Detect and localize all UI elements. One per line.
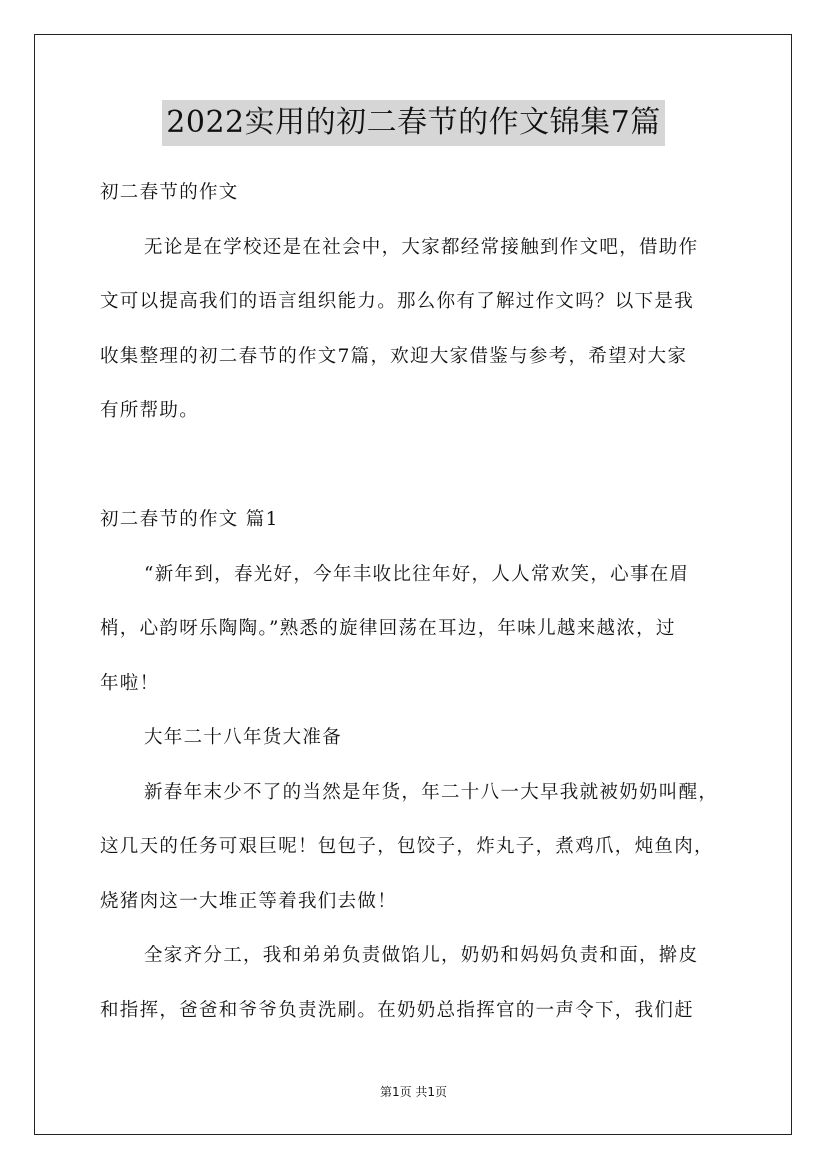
text-line: 无论是在学校还是在社会中，大家都经常接触到作文吧，借助作	[144, 236, 699, 258]
text-line: 初二春节的作文 篇1	[100, 509, 279, 530]
blank-line	[100, 439, 740, 494]
document-title: 2022实用的初二春节的作文锦集7篇	[162, 100, 664, 146]
text-line: 初二春节的作文	[100, 182, 239, 203]
text-line: 和指挥，爸爸和爷爷负责洗刷。在奶奶总指挥官的一声令下，我们赶	[100, 999, 695, 1021]
document-body	[100, 166, 740, 1038]
text-line: 全家齐分工，我和弟弟负责做馅儿，奶奶和妈妈负责和面，擀皮	[144, 945, 699, 966]
text-line: 大年二十八年货大准备	[144, 727, 343, 748]
text-line: 年啦！	[100, 672, 160, 694]
text-line: “新年到，春光好，今年丰收比往年好，人人常欢笑，心事在眉	[144, 563, 690, 585]
text-line: 新春年末少不了的当然是年货，年二十八一大早我就被奶奶叫醒，	[144, 781, 719, 803]
text-line: 梢，心韵呀乐陶陶。”熟悉的旋律回荡在耳边，年味儿越来越浓，过	[100, 618, 676, 639]
text-line: 文可以提高我们的语言组织能力。那么你有了解过作文吗？以下是我	[100, 291, 695, 312]
text-line: 烧猪肉这一大堆正等着我们去做！	[100, 890, 398, 912]
text-line: 这几天的任务可艰巨呢！包包子，包饺子，炸丸子，煮鸡爪，炖鱼肉，	[100, 836, 714, 857]
page-footer: 第1页 共1页	[379, 1085, 448, 1099]
text-line: 有所帮助。	[100, 400, 200, 421]
title-container	[0, 100, 827, 146]
text-line: 收集整理的初二春节的作文7篇，欢迎大家借鉴与参考，希望对大家	[100, 345, 688, 367]
